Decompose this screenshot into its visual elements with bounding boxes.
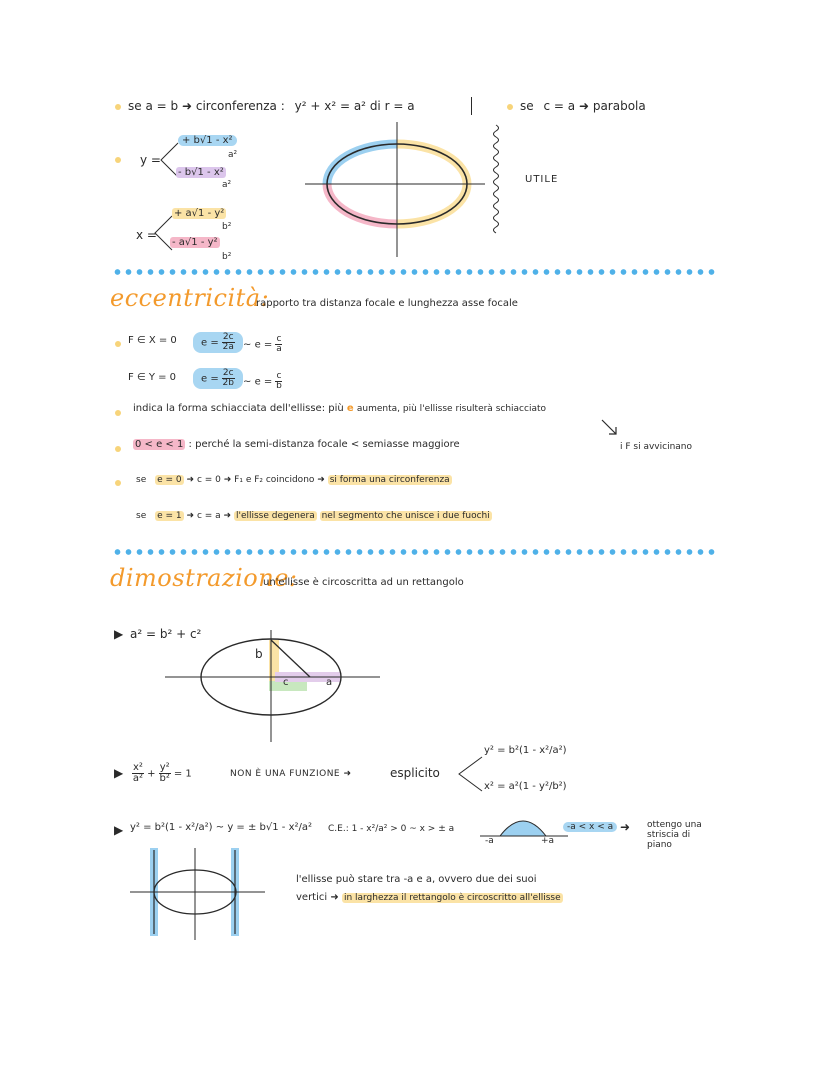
x-minus-branch [170, 237, 220, 248]
x-minus-text: - a√1 - y² [172, 237, 218, 248]
wavy-divider [488, 125, 508, 245]
row1-e: e = [254, 339, 273, 351]
final-highlight: in larghezza il rettangolo è circoscritto all'ellisse [343, 893, 561, 903]
label-b: b [255, 647, 263, 661]
row2-e-label: e = [201, 373, 219, 385]
non-funzione-text: NON È UNA FUNZIONE [230, 769, 341, 779]
row2-e-den: b [276, 381, 282, 391]
row1-e-label: e = [201, 337, 219, 349]
text-equation: y² + x² = a² [294, 99, 366, 113]
section-title-eccentricita: eccentricità: [110, 284, 270, 312]
row1-den: 2a [222, 342, 234, 352]
b4-side-note: i F si avvicinano [620, 442, 692, 452]
branch-bracket-icon [456, 755, 486, 795]
bullet [115, 480, 121, 486]
text-colon: : [280, 99, 285, 113]
row1-e-den: a [276, 344, 282, 354]
dotted-divider [112, 268, 718, 276]
b4-text: : perché la semi-distanza focale < semiasse maggiore [188, 439, 460, 450]
separator-bar [471, 97, 472, 115]
b5-f: F₁ e F₂ coincidono [234, 475, 315, 485]
row2-fraction [193, 368, 243, 389]
text-utile: UTILE [525, 174, 559, 185]
approx-sign: ~ [243, 376, 252, 388]
b4-line [133, 439, 460, 450]
triangle-bullet-icon: ▶ [114, 627, 124, 641]
arrow-icon: ➜ [578, 99, 589, 113]
final-line-1: l'ellisse può stare tra -a e a, ovvero due dei suoi [296, 874, 537, 885]
line-se-c-a [520, 99, 646, 113]
b5-result: si forma una circonferenza [329, 475, 450, 485]
arrow-icon: ➜ [223, 475, 232, 485]
line-se-a-b [128, 99, 415, 113]
explicit-eq: y² = b²(1 - x²/a²) ~ y = ± b√1 - x²/a² [130, 822, 313, 833]
arrow-icon: ➜ [620, 820, 631, 834]
eq2-num2: y² [159, 762, 170, 773]
row2-simplified [243, 372, 282, 391]
bullet [115, 341, 121, 347]
b5-e: e = 0 [157, 475, 182, 485]
b6-se: se [136, 511, 147, 521]
label-y-eq: y = [140, 153, 161, 167]
text-radius: r = a [384, 99, 415, 113]
y-plus-branch [178, 135, 237, 146]
b6-result-2: nel segmento che unisce i due fuochi [321, 511, 490, 521]
b6-c: c = a [196, 511, 221, 521]
condition-existence: C.E.: 1 - x²/a² > 0 ~ x > ± a [328, 824, 455, 834]
row1-simplified [243, 335, 282, 354]
x-plus-branch [172, 208, 226, 219]
b6-e: e = 1 [157, 511, 182, 521]
text-parabola: parabola [592, 99, 646, 113]
rectangle-ellipse-diagram [125, 848, 270, 943]
b4-cond: 0 < e < 1 [135, 439, 184, 450]
b6-result-1: l'ellisse degenera [235, 511, 315, 521]
eq2-den2: b² [159, 773, 170, 784]
section-subtitle: rapporto tra distanza focale e lunghezza asse focale [256, 298, 518, 309]
dotted-divider [112, 548, 718, 556]
pythagoras-eq: a² = b² + c² [130, 627, 202, 641]
bullet [115, 157, 121, 163]
x-minus-den: b² [222, 252, 232, 262]
text-se: se [128, 99, 142, 113]
bullet [115, 410, 121, 416]
explicit-x: x² = a²(1 - y²/b²) [484, 781, 567, 792]
text-circonferenza: circonferenza [195, 99, 277, 113]
non-funzione-line [230, 769, 352, 779]
arrow-icon: ➜ [330, 892, 339, 903]
row2-cond: F ∈ Y = 0 [128, 372, 177, 383]
b6-line [136, 511, 492, 521]
explicit-y: y² = b²(1 - x²/a²) [484, 745, 567, 756]
bullet [115, 104, 121, 110]
row1-fraction [193, 332, 243, 353]
label-a: a [326, 677, 333, 688]
eq2-num1: x² [133, 762, 143, 773]
y-plus-text: + b√1 - x² [182, 135, 233, 146]
text-esplicito: esplicito [390, 766, 440, 780]
arrow-down-right-icon [600, 418, 620, 438]
bullet [115, 446, 121, 452]
b3-line [133, 403, 546, 414]
arrow-icon: ➜ [317, 475, 325, 485]
row2-e-num: c [276, 371, 282, 381]
arrow-icon: ➜ [186, 511, 195, 521]
text-cond: a = b [145, 99, 179, 113]
b3-e: e [346, 403, 354, 414]
text-se: se [520, 99, 534, 113]
label-x-eq: x = [136, 228, 157, 242]
text-cond: c = a [543, 99, 576, 113]
y-minus-text: - b√1 - x² [178, 167, 224, 178]
row2-e: e = [254, 376, 273, 388]
triangle-bullet-icon: ▶ [114, 823, 124, 837]
b3-pre: indica la forma schiacciata dell'ellisse: più [133, 403, 344, 414]
row1-cond: F ∈ X = 0 [128, 335, 177, 346]
b3-post: aumenta, più l'ellisse risulterà schiacciato [356, 404, 546, 414]
label-neg-a: -a [485, 836, 494, 846]
row2-den: 2b [222, 378, 234, 388]
interval-badge: -a < x < a [563, 822, 617, 832]
x-plus-den: b² [222, 222, 232, 232]
text-di: di [369, 99, 381, 113]
ottengo-note: ottengo una striscia di piano [647, 820, 702, 850]
label-c: c [283, 677, 289, 688]
approx-sign: ~ [243, 339, 252, 351]
section-subtitle: un'ellisse è circoscritta ad un rettangolo [263, 577, 464, 588]
row1-num: 2c [222, 332, 234, 342]
ellipse-quadrants-diagram [305, 122, 485, 257]
final-pre: vertici [296, 892, 328, 903]
y-minus-den: a² [222, 180, 232, 190]
b5-c: c = 0 [196, 475, 221, 485]
section-title-dimostrazione: dimostrazione: [110, 564, 298, 592]
x-plus-text: + a√1 - y² [174, 208, 225, 219]
eq2-den1: a² [132, 773, 144, 784]
final-line-2 [296, 892, 563, 903]
eq2-plus: + [147, 768, 156, 780]
row1-e-num: c [276, 334, 282, 344]
ellipse-triangle-diagram [165, 630, 390, 745]
b5-line [136, 475, 452, 485]
y-plus-den: a² [228, 150, 238, 160]
arrow-icon: ➜ [223, 511, 232, 521]
ellipse-eq [132, 763, 192, 784]
b5-se: se [136, 475, 147, 485]
arrow-icon: ➜ [186, 475, 195, 485]
eq2-equals: = 1 [173, 768, 192, 780]
row2-num: 2c [222, 368, 234, 378]
arrow-icon: ➜ [181, 99, 193, 113]
triangle-bullet-icon: ▶ [114, 766, 124, 780]
y-minus-branch [176, 167, 226, 178]
label-pos-a: +a [541, 836, 555, 846]
arrow-icon: ➜ [343, 769, 352, 779]
bullet [507, 104, 513, 110]
